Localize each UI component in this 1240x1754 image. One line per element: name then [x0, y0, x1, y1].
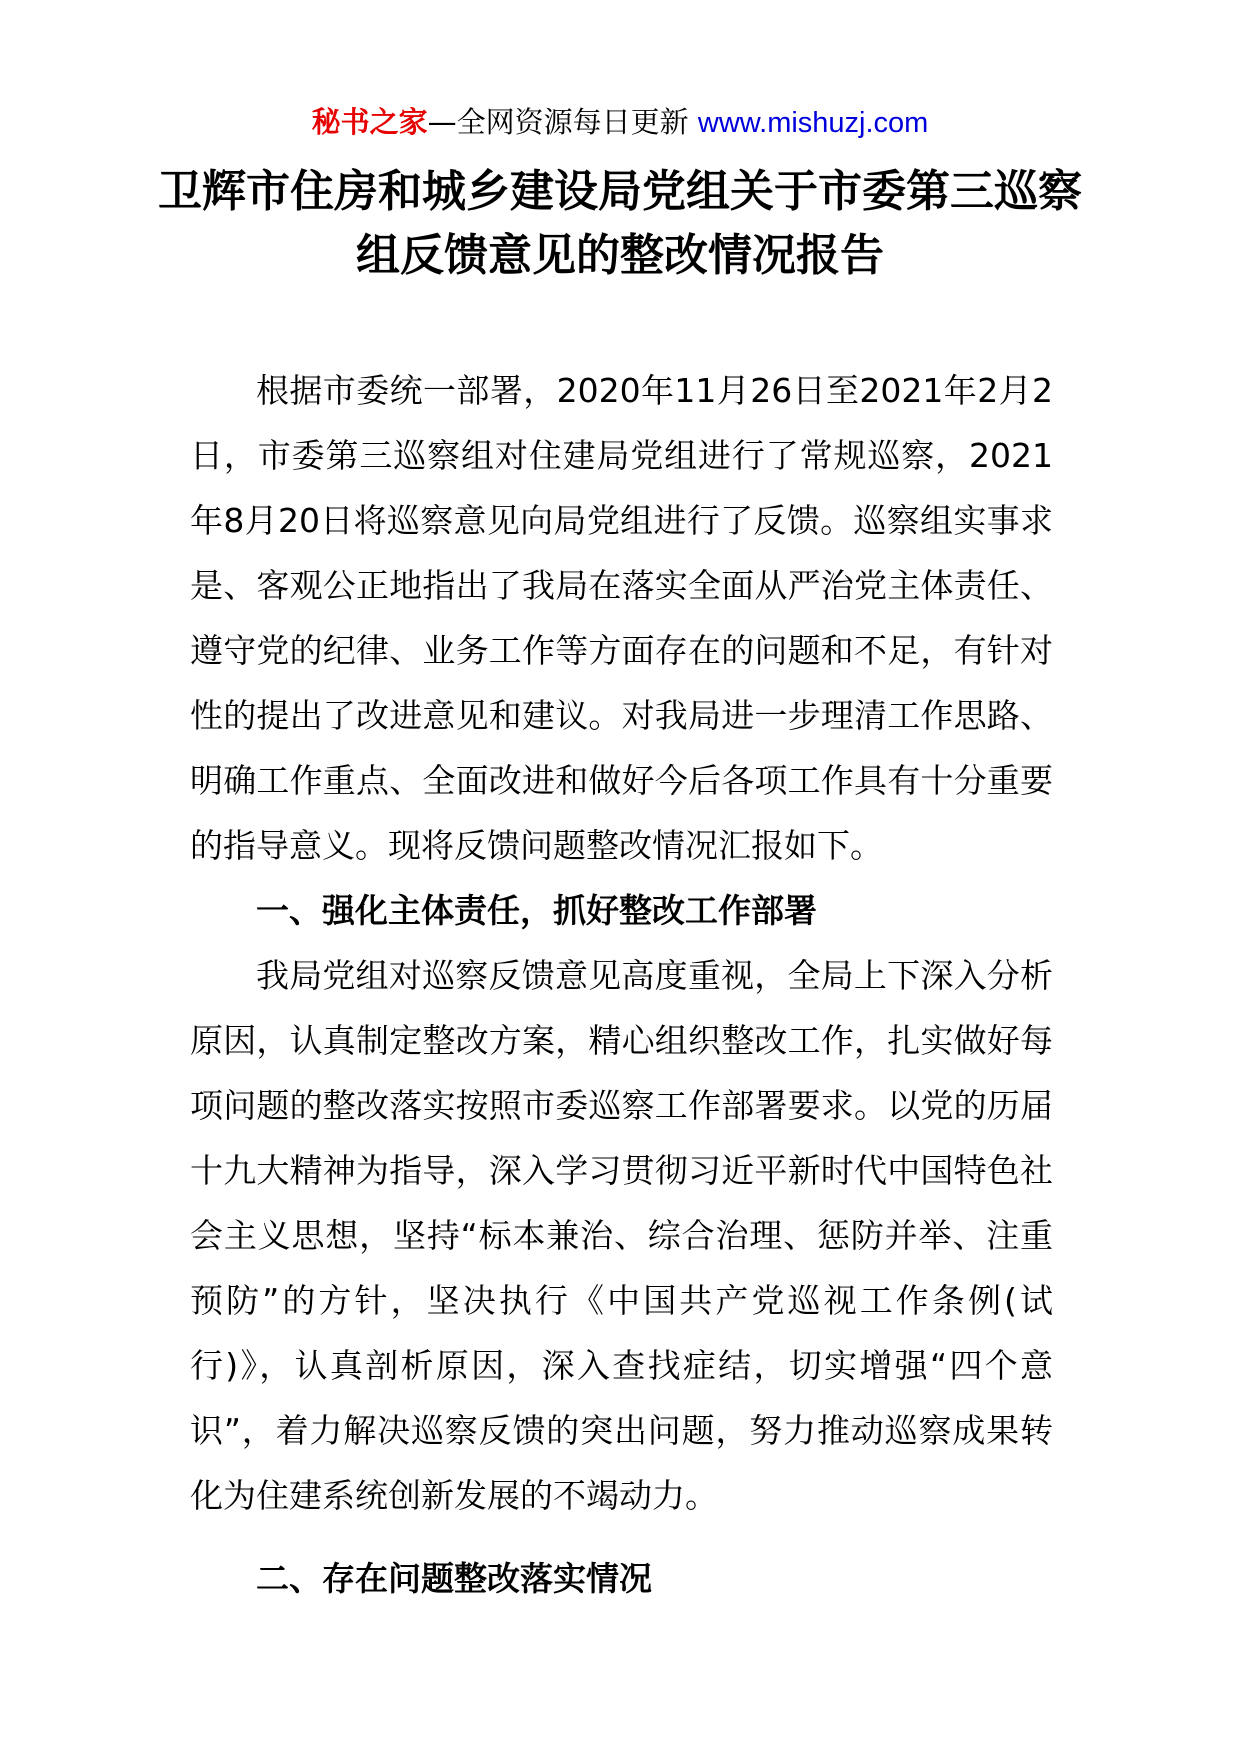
site-header	[0, 102, 1240, 143]
document-body	[190, 358, 1053, 1611]
document-title: 卫辉市住房和城乡建设局党组关于市委第三巡察组反馈意见的整改情况报告	[158, 166, 1082, 281]
intro-paragraph: 根据市委统一部署，2020年11月26日至2021年2月2日，市委第三巡察组对住建局党组进行了常规巡察，2021年8月20日将巡察意见向局党组进行了反馈。巡察组实事求是、客观公正地指出了我局在落实全面从严治党主体责任、遵守党的纪律、业务工作等方面存在的问题和不足，有针对性的提出了改进意见和建议。对我局进一步理清工作思路、明确工作重点、全面改进和做好今后各项工作具有十分重要的指导意义。现将反馈问题整改情况汇报如下。	[190, 371, 1053, 865]
section-1-heading: 一、强化主体责任，抓好整改工作部署	[256, 891, 817, 930]
brand-name: 秘书之家	[311, 105, 428, 139]
section-2-heading: 二、存在问题整改落实情况	[256, 1559, 652, 1598]
section-1-paragraph: 我局党组对巡察反馈意见高度重视，全局上下深入分析原因，认真制定整改方案，精心组织整改工作，扎实做好每项问题的整改落实按照市委巡察工作部署要求。以党的历届十九大精神为指导，深入学习贯彻习近平新时代中国特色社会主义思想，坚持“标本兼治、综合治理、惩防并举、注重预防”的方针，坚决执行《中国共产党巡视工作条例(试行)》，认真剖析原因，深入查找症结，切实增强“四个意识”，着力解决巡察反馈的突出问题，努力推动巡察成果转化为住建系统创新发展的不竭动力。	[190, 956, 1053, 1515]
header-tagline: —全网资源每日更新	[427, 105, 689, 139]
site-url-link[interactable]: www.mishuzj.com	[697, 107, 929, 139]
